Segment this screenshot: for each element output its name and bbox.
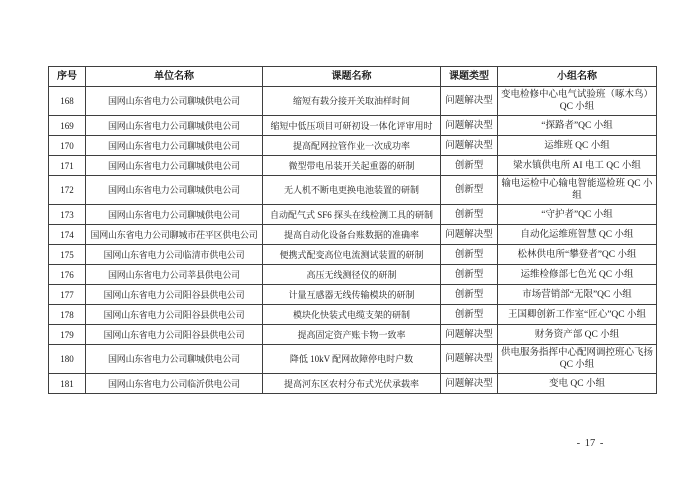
- table-row: [49, 285, 657, 305]
- cell-group-name: 财务资产部 QC 小组: [498, 325, 657, 345]
- cell-topic-name: 模块化快装式电缆支架的研制: [263, 305, 441, 325]
- cell-group-name: 松林供电所“攀登者”QC 小组: [498, 245, 657, 265]
- cell-group-name: 市场营销部“无限”QC 小组: [498, 285, 657, 305]
- cell-unit-name: 国网山东省电力公司聊城供电公司: [86, 156, 263, 176]
- col-header-topic-name: 课题名称: [263, 67, 441, 87]
- cell-index: 181: [49, 374, 86, 394]
- cell-unit-name: 国网山东省电力公司阳谷县供电公司: [86, 305, 263, 325]
- col-header-topic-type: 课题类型: [441, 67, 498, 87]
- cell-topic-type: 问题解决型: [441, 87, 498, 116]
- cell-unit-name: 国网山东省电力公司聊城供电公司: [86, 87, 263, 116]
- col-header-unit-name: 单位名称: [86, 67, 263, 87]
- cell-unit-name: 国网山东省电力公司聊城供电公司: [86, 176, 263, 205]
- table-row: [49, 245, 657, 265]
- cell-topic-name: 高压无线测径仪的研制: [263, 265, 441, 285]
- cell-topic-type: 创新型: [441, 285, 498, 305]
- cell-unit-name: 国网山东省电力公司聊城供电公司: [86, 116, 263, 136]
- cell-topic-name: 提高配网拉管作业一次成功率: [263, 136, 441, 156]
- table-row: [49, 136, 657, 156]
- cell-topic-name: 微型带电吊装开关起重器的研制: [263, 156, 441, 176]
- cell-topic-type: 问题解决型: [441, 325, 498, 345]
- cell-unit-name: 国网山东省电力公司临清市供电公司: [86, 245, 263, 265]
- table-body: [49, 87, 657, 394]
- cell-index: 176: [49, 265, 86, 285]
- cell-group-name: 梁水镇供电所 AI 电工 QC 小组: [498, 156, 657, 176]
- cell-topic-name: 缩短有载分接开关取油样时间: [263, 87, 441, 116]
- cell-topic-type: 问题解决型: [441, 136, 498, 156]
- cell-index: 169: [49, 116, 86, 136]
- table-row: [49, 305, 657, 325]
- cell-unit-name: 国网山东省电力公司临沂供电公司: [86, 374, 263, 394]
- cell-unit-name: 国网山东省电力公司聊城市茌平区供电公司: [86, 225, 263, 245]
- cell-group-name: 运维班 QC 小组: [498, 136, 657, 156]
- cell-unit-name: 国网山东省电力公司聊城供电公司: [86, 345, 263, 374]
- cell-topic-type: 问题解决型: [441, 374, 498, 394]
- table-header-row: [49, 67, 657, 87]
- cell-unit-name: 国网山东省电力公司聊城供电公司: [86, 136, 263, 156]
- cell-topic-name: 计量互感器无线传输模块的研制: [263, 285, 441, 305]
- cell-topic-type: 问题解决型: [441, 116, 498, 136]
- cell-group-name: “守护者”QC 小组: [498, 205, 657, 225]
- table-row: [49, 225, 657, 245]
- cell-topic-name: 降低 10kV 配网故障停电时户数: [263, 345, 441, 374]
- cell-topic-type: 问题解决型: [441, 345, 498, 374]
- table-row: [49, 265, 657, 285]
- cell-index: 172: [49, 176, 86, 205]
- cell-topic-name: 缩短中低压项目可研初设一体化评审用时: [263, 116, 441, 136]
- cell-topic-name: 自动配气式 SF6 探头在线检测工具的研制: [263, 205, 441, 225]
- cell-topic-type: 创新型: [441, 305, 498, 325]
- cell-topic-type: 创新型: [441, 265, 498, 285]
- cell-group-name: 变电 QC 小组: [498, 374, 657, 394]
- cell-topic-name: 无人机不断电更换电池装置的研制: [263, 176, 441, 205]
- table-row: [49, 116, 657, 136]
- cell-index: 179: [49, 325, 86, 345]
- cell-topic-type: 创新型: [441, 176, 498, 205]
- cell-unit-name: 国网山东省电力公司聊城供电公司: [86, 205, 263, 225]
- cell-index: 177: [49, 285, 86, 305]
- cell-topic-name: 提高自动化设备台账数据的准确率: [263, 225, 441, 245]
- cell-index: 180: [49, 345, 86, 374]
- cell-topic-type: 创新型: [441, 156, 498, 176]
- cell-group-name: 自动化运维班智慧 QC 小组: [498, 225, 657, 245]
- cell-group-name: 王国卿创新工作室“匠心”QC 小组: [498, 305, 657, 325]
- cell-index: 168: [49, 87, 86, 116]
- cell-group-name: “探路者”QC 小组: [498, 116, 657, 136]
- qc-topics-table: [48, 66, 657, 394]
- table-row: [49, 87, 657, 116]
- cell-group-name: 变电检修中心电气试验班（啄木鸟）QC 小组: [498, 87, 657, 116]
- cell-index: 173: [49, 205, 86, 225]
- cell-unit-name: 国网山东省电力公司阳谷县供电公司: [86, 285, 263, 305]
- cell-unit-name: 国网山东省电力公司阳谷县供电公司: [86, 325, 263, 345]
- cell-index: 171: [49, 156, 86, 176]
- cell-topic-name: 提高固定资产账卡物一致率: [263, 325, 441, 345]
- page-number: - 17 -: [576, 438, 604, 449]
- table-row: [49, 374, 657, 394]
- cell-index: 175: [49, 245, 86, 265]
- cell-topic-name: 提高河东区农村分布式光伏承载率: [263, 374, 441, 394]
- cell-topic-type: 创新型: [441, 245, 498, 265]
- cell-index: 178: [49, 305, 86, 325]
- cell-topic-type: 问题解决型: [441, 225, 498, 245]
- cell-group-name: 运维检修部七色光 QC 小组: [498, 265, 657, 285]
- table-row: [49, 176, 657, 205]
- col-header-index: 序号: [49, 67, 86, 87]
- cell-group-name: 输电运检中心输电智能巡检班 QC 小组: [498, 176, 657, 205]
- cell-unit-name: 国网山东省电力公司莘县供电公司: [86, 265, 263, 285]
- cell-index: 174: [49, 225, 86, 245]
- table-row: [49, 205, 657, 225]
- table-row: [49, 156, 657, 176]
- cell-topic-type: 创新型: [441, 205, 498, 225]
- cell-group-name: 供电服务指挥中心配网调控班心飞扬 QC 小组: [498, 345, 657, 374]
- table-row: [49, 325, 657, 345]
- table-row: [49, 345, 657, 374]
- cell-index: 170: [49, 136, 86, 156]
- col-header-group-name: 小组名称: [498, 67, 657, 87]
- cell-topic-name: 便携式配变高位电流测试装置的研制: [263, 245, 441, 265]
